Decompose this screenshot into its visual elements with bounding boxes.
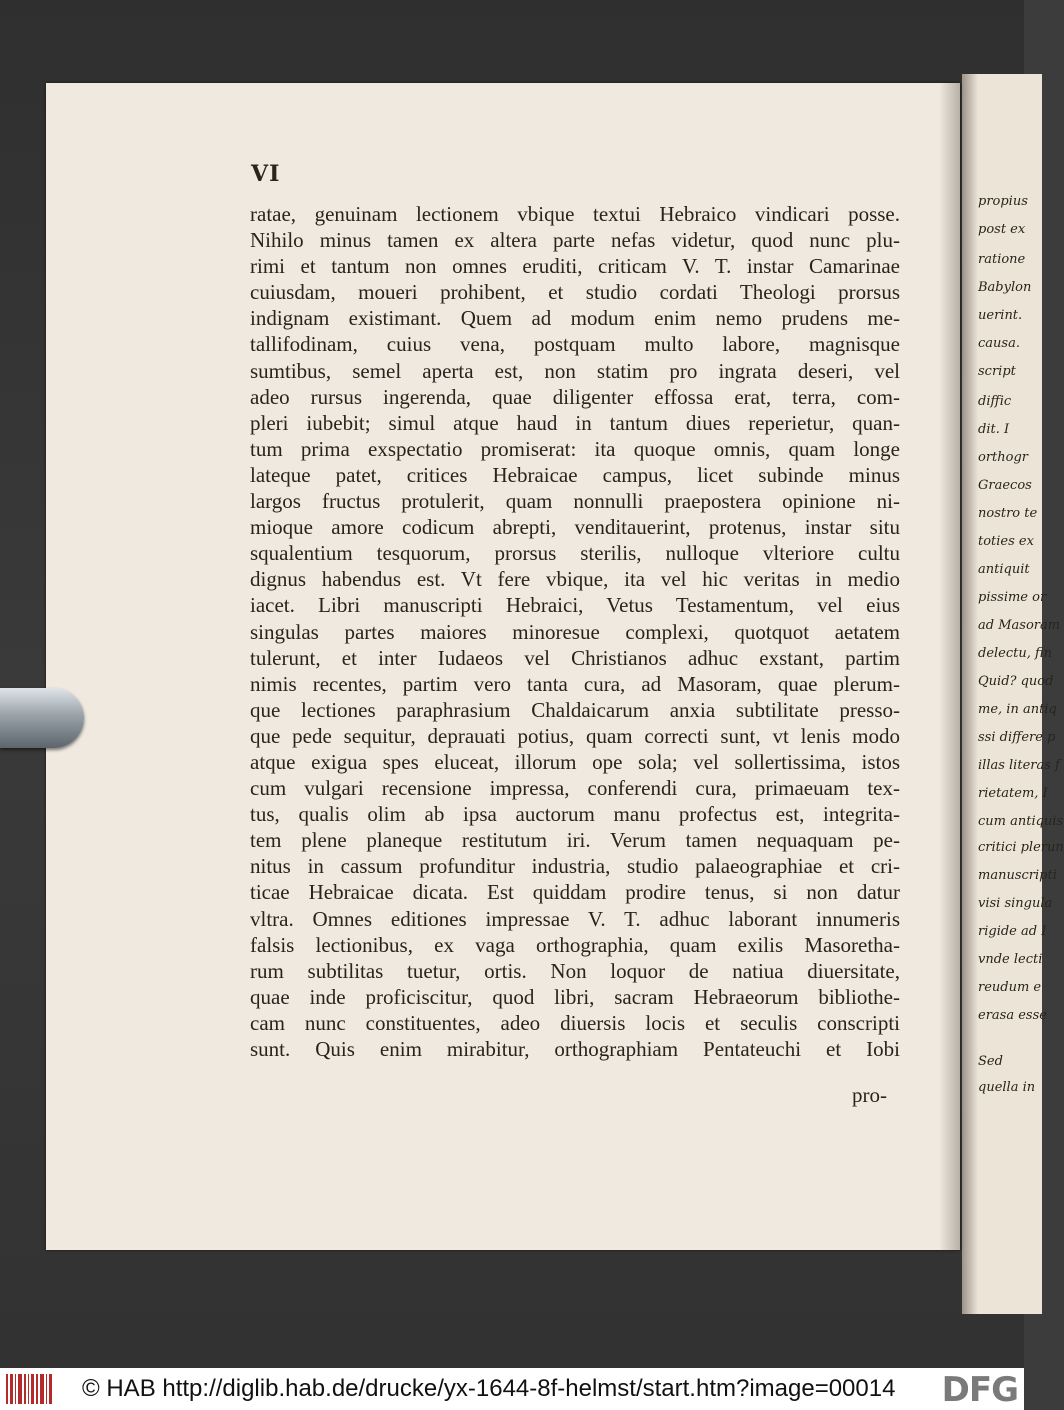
text-line: vltra. Omnes editiones impressae V. T. adhuc laborant innumeris	[250, 906, 900, 931]
facing-text-line: post ex	[978, 222, 1026, 237]
facing-text-line: vnde lecti	[978, 952, 1043, 967]
facing-text-line: visi singula	[978, 896, 1053, 911]
facing-text-line: ssi differe p	[978, 730, 1056, 745]
facing-text-line: cum antiquis	[978, 814, 1064, 829]
facing-text-line: manuscripti	[978, 868, 1057, 883]
text-line: cuiusdam, moueri prohibent, et studio cordati Theologi prorsus	[250, 280, 900, 305]
text-line: nitus in cassum profunditur industria, studio palaeographiae et cri-	[250, 854, 900, 879]
facing-text-line: script	[978, 364, 1016, 379]
facing-text-line: toties ex	[978, 534, 1034, 549]
facing-page-gutter-shadow	[962, 74, 978, 1314]
dfg-logo: DFG	[941, 1370, 1018, 1410]
facing-text-line: dit. I	[978, 422, 1010, 437]
text-line: adeo rursus ingerenda, quae diligenter effossa erat, terra, com-	[250, 384, 900, 409]
page-holder-clip	[0, 688, 84, 748]
text-line: ticae Hebraicae dicata. Est quiddam prodire tenus, si non datur	[250, 880, 900, 905]
main-page	[46, 83, 960, 1250]
text-line: tem plene planeque restitutum iri. Verum tamen nequaquam pe-	[250, 828, 900, 853]
text-line: squalentium tesquorum, prorsus sterilis, nulloque vlteriore cultu	[250, 541, 900, 566]
page-body-text	[250, 201, 900, 1062]
facing-text-line: uerint.	[978, 308, 1023, 323]
facing-text-line: rietatem, I	[978, 786, 1048, 801]
facing-text-line: Sed	[978, 1054, 1003, 1069]
facing-text-line: propius	[978, 194, 1028, 209]
text-line: iacet. Libri manuscripti Hebraici, Vetus Testamentum, vel eius	[250, 593, 900, 618]
footer-bar	[0, 1368, 1024, 1410]
facing-text-line: reudum e	[978, 980, 1042, 995]
facing-text-line: orthogr	[978, 450, 1029, 465]
text-line: atque exigua spes eluceat, illorum ope sola; vel sollertissima, istos	[250, 749, 900, 774]
text-line: mioque amore codicum abrepti, venditauerint, protenus, instar situ	[250, 515, 900, 540]
facing-text-line: diffic	[978, 394, 1012, 409]
facing-text-line: ad Masoram	[978, 618, 1061, 633]
facing-text-line: causa.	[978, 336, 1020, 351]
facing-text-line: antiquit	[978, 562, 1030, 577]
text-line: que lectiones paraphrasium Chaldaicarum anxia subtilitate presso-	[250, 697, 900, 722]
facing-text-line: nostro te	[978, 506, 1038, 521]
facing-text-line: quella in	[978, 1080, 1036, 1095]
text-line: nimis recentes, partim vero tanta cura, ad Masoram, quae plerum-	[250, 671, 900, 696]
catchword: pro-	[852, 1083, 887, 1107]
page-number: VI	[251, 161, 281, 187]
text-line: pleri iubebit; simul atque haud in tantum diues reperietur, quan-	[250, 410, 900, 435]
text-line: Nihilo minus tamen ex altera parte nefas videtur, quod nunc plu-	[250, 228, 900, 253]
text-line: cam nunc constituentes, adeo diuersis locis et seculis conscripti	[250, 1010, 900, 1035]
facing-text-line: me, in antiq	[978, 702, 1057, 717]
source-credit-link[interactable]: © HAB http://diglib.hab.de/drucke/yx-1644-8f-helmst/start.htm?image=00014	[82, 1375, 896, 1402]
page-gutter-shadow	[939, 83, 960, 1250]
hab-barcode-icon	[6, 1374, 52, 1404]
facing-page	[962, 74, 1064, 1314]
facing-text-line: ratione	[978, 252, 1026, 267]
facing-text-line: delectu, fin	[978, 646, 1053, 661]
text-line: lateque patet, critices Hebraicae campus, licet subinde minus	[250, 462, 900, 487]
text-line: dignus habendus est. Vt fere vbique, ita vel hic veritas in medio	[250, 567, 900, 592]
facing-text-line: illas literas f	[978, 758, 1060, 773]
text-line: que pede sequitur, deprauati potius, quam correcti sunt, vt lenis modo	[250, 723, 900, 748]
text-line: largos fructus protulerit, quam nonnulli praepostera opinione ni-	[250, 489, 900, 514]
facing-text-line: erasa esse	[978, 1008, 1047, 1023]
facing-text-line: critici plerun	[978, 840, 1064, 855]
facing-text-line: Babylon	[978, 280, 1032, 295]
text-line: rimi et tantum non omnes eruditi, criticam V. T. instar Camarinae	[250, 254, 900, 279]
text-line: sunt. Quis enim mirabitur, orthographiam Pentateuchi et Iobi	[250, 1037, 900, 1061]
text-line: singulas partes maiores minoresue complexi, quotquot aetatem	[250, 619, 900, 644]
text-line: sumtibus, semel aperta est, non statim pro ingrata deseri, vel	[250, 358, 900, 383]
text-line: tallifodinam, cuius vena, postquam multo labore, magnisque	[250, 332, 900, 357]
text-line: rum subtilitas tuetur, ortis. Non loquor de natiua diuersitate,	[250, 958, 900, 983]
text-line: quae inde proficiscitur, quod libri, sacram Hebraeorum bibliothe-	[250, 984, 900, 1009]
facing-text-line: pissime or	[978, 590, 1047, 605]
text-line: ratae, genuinam lectionem vbique textui Hebraico vindicari posse.	[250, 202, 900, 226]
text-line: indignam existimant. Quem ad modum enim nemo prudens me-	[250, 306, 900, 331]
facing-text-line: Graecos	[978, 478, 1032, 493]
facing-text-line: Quid? quod	[978, 674, 1054, 689]
text-line: tum prima exspectatio promiserat: ita quoque omnis, quam longe	[250, 436, 900, 461]
text-line: cum vulgari recensione impressa, conferendi cura, primaeuam tex-	[250, 776, 900, 801]
text-line: tus, qualis olim ab ipsa auctorum manu profectus est, integrita-	[250, 802, 900, 827]
text-line: falsis lectionibus, ex vaga orthographia, quam exilis Masoretha-	[250, 932, 900, 957]
facing-text-line: rigide ad I	[978, 924, 1047, 939]
text-line: tulerunt, et inter Iudaeos vel Christianos adhuc exstant, partim	[250, 645, 900, 670]
